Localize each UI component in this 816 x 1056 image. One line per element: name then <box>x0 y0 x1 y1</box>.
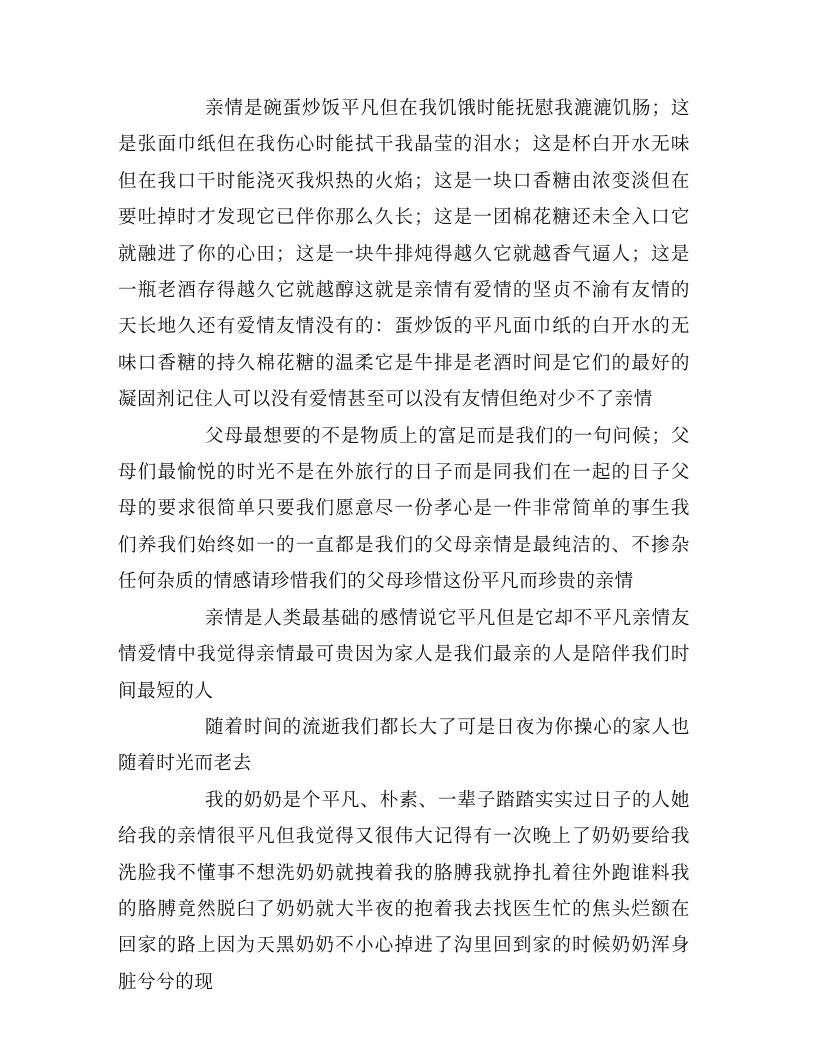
paragraph-3: 亲情是人类最基础的感情说它平凡但是它却不平凡亲情友情爱情中我觉得亲情最可贵因为家人是我们最亲的人是陪伴我们时间最短的人 <box>118 607 690 702</box>
paragraph-5: 我的奶奶是个平凡、朴素、一辈子踏踏实实过日子的人她给我的亲情很平凡但我觉得又很伟大记得有一次晚上了奶奶要给我洗脸我不懂事不想洗奶奶就拽着我的胳膊我就挣扎着往外跑谁料我的胳膊竟然脱臼了奶奶就大半夜的抱着我去找医生忙的焦头烂额在回家的路上因为天黑奶奶不小心掉进了沟里回到家的时候奶奶浑身脏兮兮的现 <box>118 789 690 993</box>
paragraph-1: 亲情是碗蛋炒饭平凡但在我饥饿时能抚慰我漉漉饥肠；这是张面巾纸但在我伤心时能拭干我晶莹的泪水；这是杯白开水无味但在我口干时能浇灭我炽热的火焰；这是一块口香糖由浓变淡但在要吐掉时才发现它已伴你那么久长；这是一团棉花糖还未全入口它就融进了你的心田；这是一块牛排炖得越久它就越香气逼人；这是一瓶老酒存得越久它就越醇这就是亲情有爱情的坚贞不渝有友情的天长地久还有爱情友情没有的：蛋炒饭的平凡面巾纸的白开水的无味口香糖的持久棉花糖的温柔它是牛排是老酒时间是它们的最好的凝固剂记住人可以没有爱情甚至可以没有友情但绝对少不了亲情 <box>118 98 690 411</box>
paragraph-2: 父母最想要的不是物质上的富足而是我们的一句问候；父母们最愉悦的时光不是在外旅行的日子而是同我们在一起的日子父母的要求很简单只要我们愿意尽一份孝心是一件非常简单的事生我们养我们始终如一的一直都是我们的父母亲情是最纯洁的、不掺杂任何杂质的情感请珍惜我们的父母珍惜这份平凡而珍贵的亲情 <box>118 425 690 593</box>
document-page <box>118 91 690 1001</box>
paragraph-4: 随着时间的流逝我们都长大了可是日夜为你操心的家人也随着时光而老去 <box>118 716 690 775</box>
